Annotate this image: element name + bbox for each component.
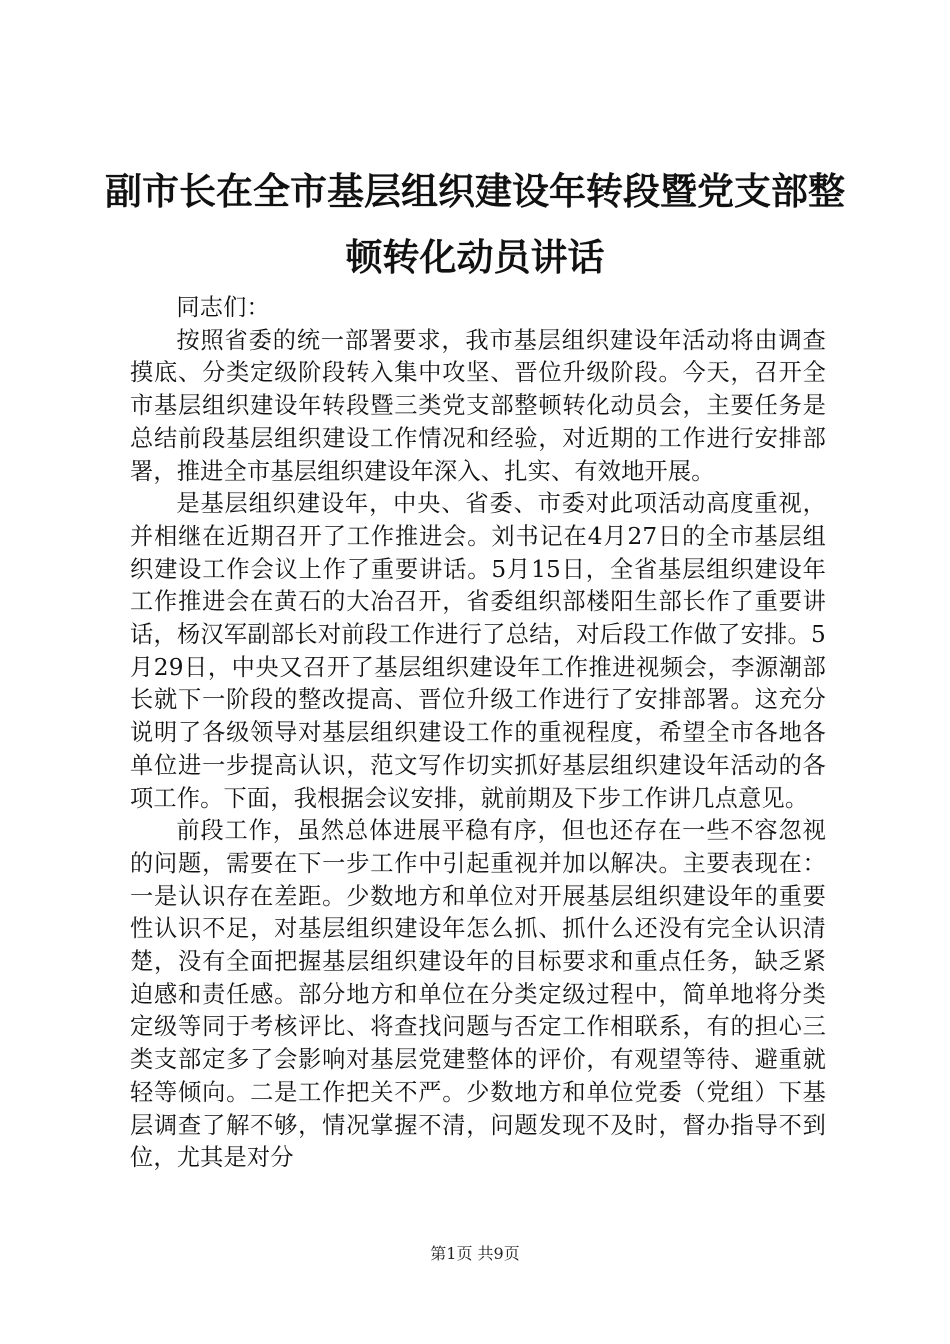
page-number-footer: 第1页 共9页 (430, 1244, 520, 1263)
paragraph: 按照省委的统一部署要求，我市基层组织建设年活动将由调查摸底、分类定级阶段转入集中攻坚、晋位升级阶段。今天，召开全市基层组织建设年转段暨三类党支部整顿转化动员会，主要任务是总结前段基层组织建设工作情况和经验，对近期的工作进行安排部署，推进全市基层组织建设年深入、扎实、有效地开展。 (130, 326, 826, 485)
paragraph: 是基层组织建设年，中央、省委、市委对此项活动高度重视，并相继在近期召开了工作推进会。刘书记在4月27日的全市基层组织建设工作会议上作了重要讲话。5月15日，全省基层组织建设年工作推进会在黄石的大冶召开，省委组织部楼阳生部长作了重要讲话，杨汉军副部长对前段工作进行了总结，对后段工作做了安排。5月29日，中央又召开了基层组织建设年工作推进视频会，李源潮部长就下一阶段的整改提高、晋位升级工作进行了安排部署。这充分说明了各级领导对基层组织建设工作的重视程度，希望全市各地各单位进一步提高认识，范文写作切实抓好基层组织建设年活动的各项工作。下面，我根据会议安排，就前期及下步工作讲几点意见。 (130, 490, 826, 812)
document-title: 副市长在全市基层组织建设年转段暨党支部整顿转化动员讲话 (105, 169, 845, 279)
greeting: 同志们： (176, 294, 270, 321)
document-body (130, 292, 826, 1175)
paragraph: 前段工作，虽然总体进展平稳有序，但也还存在一些不容忽视的问题，需要在下一步工作中引起重视并加以解决。主要表现在：一是认识存在差距。少数地方和单位对开展基层组织建设年的重要性认识不足，对基层组织建设年怎么抓、抓什么还没有完全认识清楚，没有全面把握基层组织建设年的目标要求和重点任务，缺乏紧迫感和责任感。部分地方和单位在分类定级过程中，简单地将分类定级等同于考核评比、将查找问题与否定工作相联系，有的担心三类支部定多了会影响对基层党建整体的评价，有观望等待、避重就轻等倾向。二是工作把关不严。少数地方和单位党委（党组）下基层调查了解不够，情况掌握不清，问题发现不及时，督办指导不到位，尤其是对分 (130, 817, 826, 1172)
